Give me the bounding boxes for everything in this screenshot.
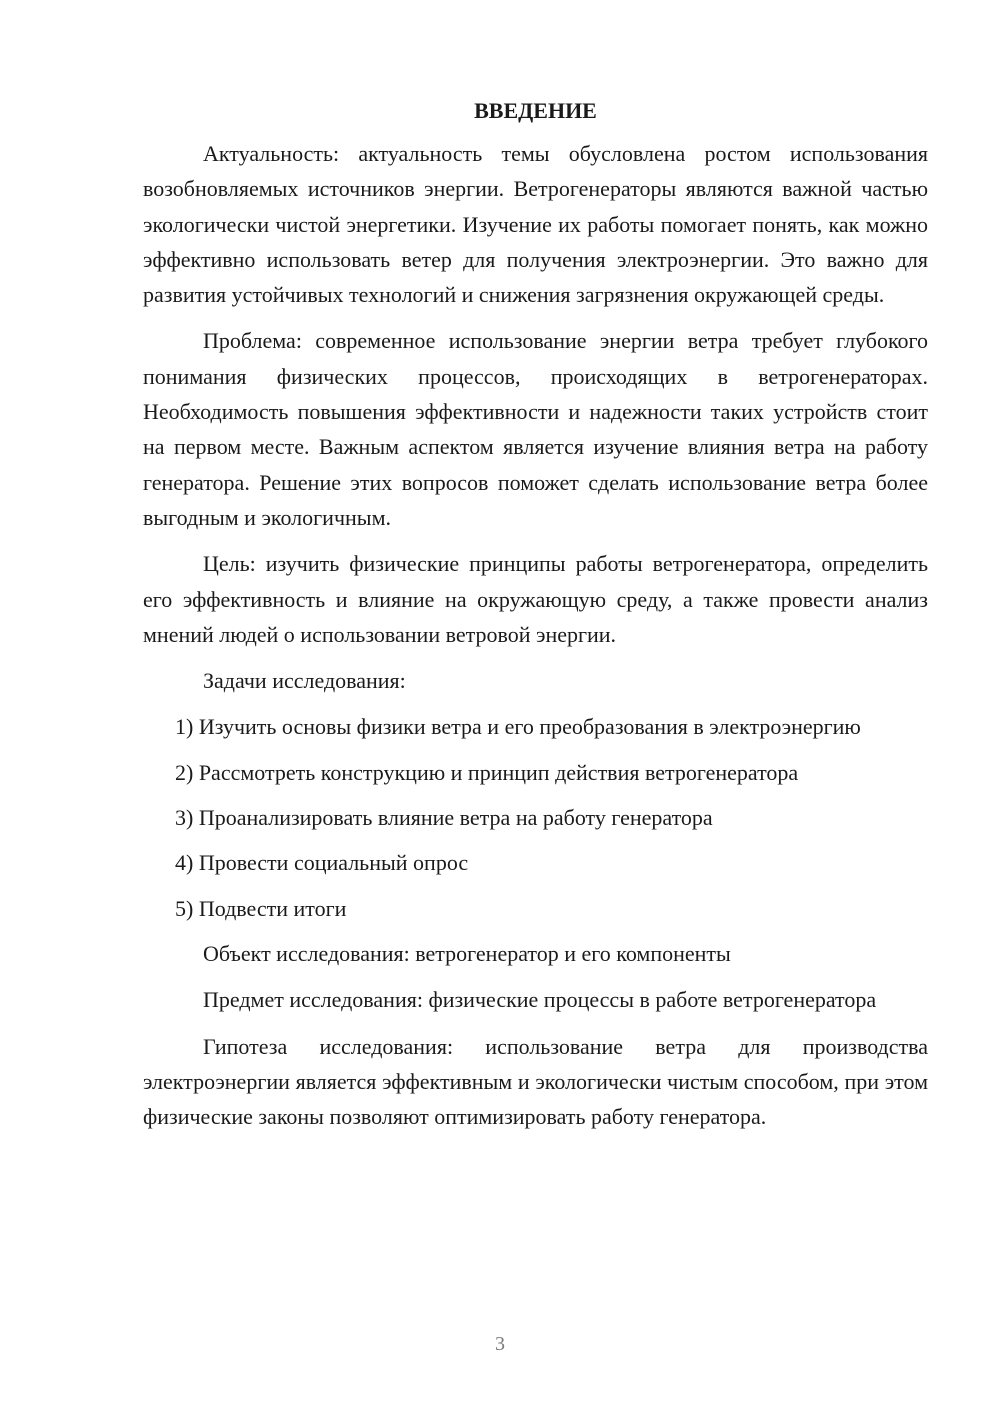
task-item-1: 1) Изучить основы физики ветра и его преобразования в электроэнергию <box>175 714 861 740</box>
paragraph-problem: Проблема: современное использование энергии ветра требует глубокого понимания физических процессов, происходящих в ветрогенераторах. Необходимость повышения эффективности и надежности таких устройств стоит на первом месте. Важным аспектом является изучение влияния ветра на работу генератора. Решение этих вопросов поможет сделать использование ветра более выгодным и экологичным. <box>143 328 928 530</box>
tasks-heading: Задачи исследования: <box>203 668 406 694</box>
paragraph-object: Объект исследования: ветрогенератор и его компоненты <box>203 940 731 966</box>
paragraph-subject: Предмет исследования: физические процессы в работе ветрогенератора <box>203 987 877 1013</box>
page-number: 3 <box>495 1333 505 1355</box>
paragraph-relevance: Актуальность: актуальность темы обусловлена ростом использования возобновляемых источников энергии. Ветрогенераторы являются важной частью экологически чистой энергетики. Изучение их работы помогает понять, как можно эффективно использовать ветер для получения электроэнергии. Это важно для развития устойчивых технологий и снижения загрязнения окружающей среды. <box>143 141 928 308</box>
task-item-2: 2) Рассмотреть конструкцию и принцип действия ветрогенератора <box>175 759 799 785</box>
task-item-5: 5) Подвести итоги <box>175 895 347 921</box>
paragraph-hypothesis: Гипотеза исследования: использование ветра для производства электроэнергии является эффективным и экологически чистым способом, при этом физические законы позволяют оптимизировать работу генератора. <box>143 1033 928 1130</box>
task-item-3: 3) Проанализировать влияние ветра на работу генератора <box>175 805 713 831</box>
page-content <box>143 96 928 1145</box>
task-item-4: 4) Провести социальный опрос <box>175 850 469 876</box>
page-title: ВВЕДЕНИЕ <box>474 98 597 123</box>
paragraph-goal: Цель: изучить физические принципы работы ветрогенератора, определить его эффективность и влияние на окружающую среду, а также провести анализ мнений людей о использовании ветровой энергии. <box>143 551 928 647</box>
